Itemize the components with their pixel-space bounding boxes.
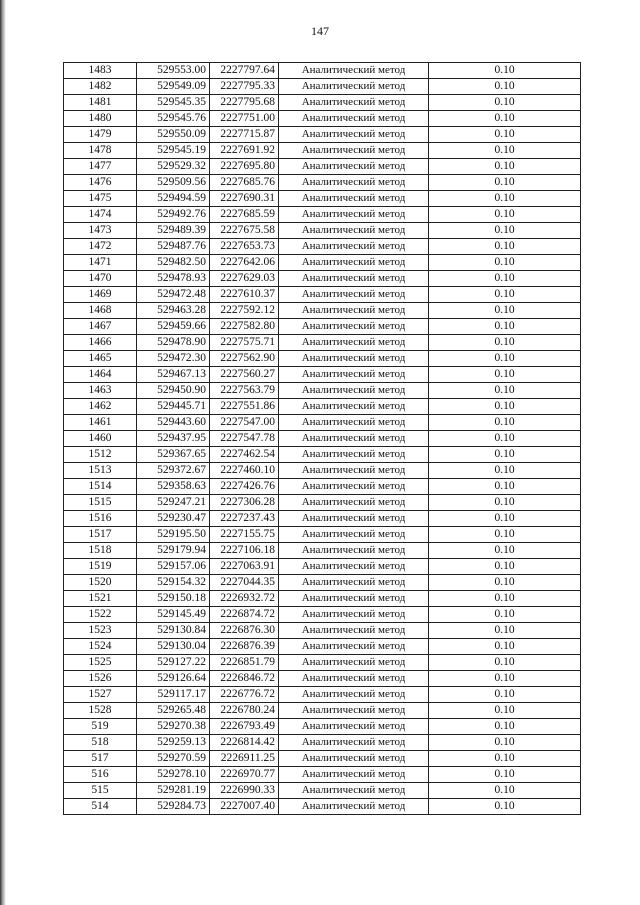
table-row [64,79,581,95]
error-cell: 0.10 [429,559,581,575]
y-coordinate-cell: 2227685.59 [210,207,279,223]
y-coordinate-cell: 2227547.78 [210,431,279,447]
x-coordinate-cell: 529545.19 [137,143,210,159]
table-row [64,767,581,783]
error-cell: 0.10 [429,175,581,191]
x-coordinate-cell: 529372.67 [137,463,210,479]
method-cell: Аналитический метод [279,575,429,591]
x-coordinate-cell: 529150.18 [137,591,210,607]
table-row [64,287,581,303]
table-row [64,223,581,239]
x-coordinate-cell: 529463.28 [137,303,210,319]
y-coordinate-cell: 2227551.86 [210,399,279,415]
method-cell: Аналитический метод [279,479,429,495]
x-coordinate-cell: 529487.76 [137,239,210,255]
point-number-cell: 515 [64,783,137,799]
x-coordinate-cell: 529281.19 [137,783,210,799]
y-coordinate-cell: 2227795.33 [210,79,279,95]
y-coordinate-cell: 2226793.49 [210,719,279,735]
point-number-cell: 1468 [64,303,137,319]
point-number-cell: 518 [64,735,137,751]
error-cell: 0.10 [429,319,581,335]
x-coordinate-cell: 529545.76 [137,111,210,127]
x-coordinate-cell: 529553.00 [137,63,210,79]
error-cell: 0.10 [429,63,581,79]
error-cell: 0.10 [429,207,581,223]
method-cell: Аналитический метод [279,271,429,287]
method-cell: Аналитический метод [279,783,429,799]
error-cell: 0.10 [429,607,581,623]
error-cell: 0.10 [429,687,581,703]
error-cell: 0.10 [429,655,581,671]
table-row [64,799,581,815]
error-cell: 0.10 [429,543,581,559]
x-coordinate-cell: 529367.65 [137,447,210,463]
error-cell: 0.10 [429,799,581,815]
error-cell: 0.10 [429,575,581,591]
error-cell: 0.10 [429,79,581,95]
point-number-cell: 1473 [64,223,137,239]
method-cell: Аналитический метод [279,175,429,191]
error-cell: 0.10 [429,127,581,143]
error-cell: 0.10 [429,351,581,367]
point-number-cell: 1524 [64,639,137,655]
method-cell: Аналитический метод [279,351,429,367]
table-row [64,143,581,159]
table-row [64,543,581,559]
method-cell: Аналитический метод [279,687,429,703]
table-row [64,591,581,607]
method-cell: Аналитический метод [279,335,429,351]
error-cell: 0.10 [429,623,581,639]
x-coordinate-cell: 529545.35 [137,95,210,111]
y-coordinate-cell: 2226776.72 [210,687,279,703]
point-number-cell: 1483 [64,63,137,79]
scan-edge [0,0,6,905]
point-number-cell: 1465 [64,351,137,367]
table-row [64,255,581,271]
y-coordinate-cell: 2227306.28 [210,495,279,511]
point-number-cell: 1518 [64,543,137,559]
method-cell: Аналитический метод [279,591,429,607]
point-number-cell: 1522 [64,607,137,623]
page-number: 147 [311,24,329,38]
x-coordinate-cell: 529284.73 [137,799,210,815]
method-cell: Аналитический метод [279,63,429,79]
error-cell: 0.10 [429,255,581,271]
y-coordinate-cell: 2226990.33 [210,783,279,799]
method-cell: Аналитический метод [279,287,429,303]
x-coordinate-cell: 529195.50 [137,527,210,543]
y-coordinate-cell: 2227560.27 [210,367,279,383]
method-cell: Аналитический метод [279,495,429,511]
x-coordinate-cell: 529358.63 [137,479,210,495]
table-row [64,303,581,319]
x-coordinate-cell: 529247.21 [137,495,210,511]
table-row [64,351,581,367]
error-cell: 0.10 [429,271,581,287]
y-coordinate-cell: 2227653.73 [210,239,279,255]
error-cell: 0.10 [429,767,581,783]
x-coordinate-cell: 529117.17 [137,687,210,703]
method-cell: Аналитический метод [279,527,429,543]
table-row [64,111,581,127]
method-cell: Аналитический метод [279,431,429,447]
table-row [64,575,581,591]
y-coordinate-cell: 2227610.37 [210,287,279,303]
method-cell: Аналитический метод [279,303,429,319]
x-coordinate-cell: 529154.32 [137,575,210,591]
y-coordinate-cell: 2227695.80 [210,159,279,175]
y-coordinate-cell: 2227642.06 [210,255,279,271]
point-number-cell: 1520 [64,575,137,591]
point-number-cell: 1461 [64,415,137,431]
x-coordinate-cell: 529270.59 [137,751,210,767]
y-coordinate-cell: 2227675.58 [210,223,279,239]
point-number-cell: 1482 [64,79,137,95]
y-coordinate-cell: 2227592.12 [210,303,279,319]
x-coordinate-cell: 529450.90 [137,383,210,399]
table-row [64,719,581,735]
x-coordinate-cell: 529478.93 [137,271,210,287]
y-coordinate-cell: 2227715.87 [210,127,279,143]
error-cell: 0.10 [429,111,581,127]
x-coordinate-cell: 529482.50 [137,255,210,271]
method-cell: Аналитический метод [279,639,429,655]
point-number-cell: 1516 [64,511,137,527]
error-cell: 0.10 [429,495,581,511]
method-cell: Аналитический метод [279,223,429,239]
table-row [64,495,581,511]
point-number-cell: 1477 [64,159,137,175]
error-cell: 0.10 [429,511,581,527]
table-row [64,95,581,111]
point-number-cell: 1466 [64,335,137,351]
error-cell: 0.10 [429,671,581,687]
x-coordinate-cell: 529549.09 [137,79,210,95]
x-coordinate-cell: 529145.49 [137,607,210,623]
y-coordinate-cell: 2227460.10 [210,463,279,479]
x-coordinate-cell: 529126.64 [137,671,210,687]
y-coordinate-cell: 2227462.54 [210,447,279,463]
y-coordinate-cell: 2227155.75 [210,527,279,543]
x-coordinate-cell: 529157.06 [137,559,210,575]
error-cell: 0.10 [429,191,581,207]
error-cell: 0.10 [429,479,581,495]
error-cell: 0.10 [429,751,581,767]
error-cell: 0.10 [429,703,581,719]
x-coordinate-cell: 529270.38 [137,719,210,735]
table-row [64,479,581,495]
x-coordinate-cell: 529529.32 [137,159,210,175]
method-cell: Аналитический метод [279,751,429,767]
y-coordinate-cell: 2227795.68 [210,95,279,111]
method-cell: Аналитический метод [279,703,429,719]
table-row [64,319,581,335]
point-number-cell: 1469 [64,287,137,303]
point-number-cell: 517 [64,751,137,767]
point-number-cell: 1523 [64,623,137,639]
point-number-cell: 1471 [64,255,137,271]
point-number-cell: 514 [64,799,137,815]
point-number-cell: 1460 [64,431,137,447]
method-cell: Аналитический метод [279,159,429,175]
method-cell: Аналитический метод [279,767,429,783]
error-cell: 0.10 [429,143,581,159]
x-coordinate-cell: 529472.48 [137,287,210,303]
x-coordinate-cell: 529478.90 [137,335,210,351]
x-coordinate-cell: 529259.13 [137,735,210,751]
x-coordinate-cell: 529494.59 [137,191,210,207]
table-row [64,415,581,431]
x-coordinate-cell: 529127.22 [137,655,210,671]
table-row [64,783,581,799]
point-number-cell: 1519 [64,559,137,575]
y-coordinate-cell: 2227685.76 [210,175,279,191]
error-cell: 0.10 [429,303,581,319]
error-cell: 0.10 [429,783,581,799]
y-coordinate-cell: 2227044.35 [210,575,279,591]
point-number-cell: 1462 [64,399,137,415]
method-cell: Аналитический метод [279,399,429,415]
error-cell: 0.10 [429,223,581,239]
point-number-cell: 1478 [64,143,137,159]
point-number-cell: 1480 [64,111,137,127]
point-number-cell: 1514 [64,479,137,495]
table-row [64,239,581,255]
point-number-cell: 1475 [64,191,137,207]
point-number-cell: 1481 [64,95,137,111]
method-cell: Аналитический метод [279,127,429,143]
y-coordinate-cell: 2226911.25 [210,751,279,767]
error-cell: 0.10 [429,447,581,463]
y-coordinate-cell: 2226814.42 [210,735,279,751]
method-cell: Аналитический метод [279,111,429,127]
x-coordinate-cell: 529443.60 [137,415,210,431]
method-cell: Аналитический метод [279,239,429,255]
y-coordinate-cell: 2227007.40 [210,799,279,815]
table-row [64,511,581,527]
method-cell: Аналитический метод [279,719,429,735]
y-coordinate-cell: 2226846.72 [210,671,279,687]
x-coordinate-cell: 529130.04 [137,639,210,655]
table-row [64,623,581,639]
error-cell: 0.10 [429,287,581,303]
method-cell: Аналитический метод [279,447,429,463]
method-cell: Аналитический метод [279,559,429,575]
y-coordinate-cell: 2227547.00 [210,415,279,431]
error-cell: 0.10 [429,527,581,543]
y-coordinate-cell: 2226932.72 [210,591,279,607]
y-coordinate-cell: 2227690.31 [210,191,279,207]
table-row [64,431,581,447]
table-row [64,175,581,191]
point-number-cell: 516 [64,767,137,783]
point-number-cell: 1517 [64,527,137,543]
method-cell: Аналитический метод [279,607,429,623]
method-cell: Аналитический метод [279,799,429,815]
method-cell: Аналитический метод [279,79,429,95]
x-coordinate-cell: 529265.48 [137,703,210,719]
method-cell: Аналитический метод [279,191,429,207]
table-row [64,671,581,687]
x-coordinate-cell: 529459.66 [137,319,210,335]
error-cell: 0.10 [429,639,581,655]
x-coordinate-cell: 529489.39 [137,223,210,239]
point-number-cell: 1527 [64,687,137,703]
table-row [64,335,581,351]
x-coordinate-cell: 529509.56 [137,175,210,191]
table-row [64,63,581,79]
point-number-cell: 1467 [64,319,137,335]
method-cell: Аналитический метод [279,143,429,159]
table-row [64,367,581,383]
y-coordinate-cell: 2227237.43 [210,511,279,527]
table-row [64,207,581,223]
method-cell: Аналитический метод [279,463,429,479]
table-row [64,703,581,719]
method-cell: Аналитический метод [279,671,429,687]
method-cell: Аналитический метод [279,367,429,383]
coordinates-table-body [64,63,581,815]
y-coordinate-cell: 2227691.92 [210,143,279,159]
x-coordinate-cell: 529472.30 [137,351,210,367]
point-number-cell: 1525 [64,655,137,671]
y-coordinate-cell: 2226970.77 [210,767,279,783]
method-cell: Аналитический метод [279,207,429,223]
x-coordinate-cell: 529230.47 [137,511,210,527]
table-row [64,639,581,655]
table-row [64,447,581,463]
x-coordinate-cell: 529492.76 [137,207,210,223]
point-number-cell: 1515 [64,495,137,511]
error-cell: 0.10 [429,415,581,431]
y-coordinate-cell: 2226876.39 [210,639,279,655]
table-row [64,191,581,207]
error-cell: 0.10 [429,735,581,751]
table-row [64,463,581,479]
error-cell: 0.10 [429,399,581,415]
error-cell: 0.10 [429,431,581,447]
point-number-cell: 1470 [64,271,137,287]
point-number-cell: 1479 [64,127,137,143]
error-cell: 0.10 [429,159,581,175]
point-number-cell: 519 [64,719,137,735]
point-number-cell: 1476 [64,175,137,191]
x-coordinate-cell: 529445.71 [137,399,210,415]
error-cell: 0.10 [429,383,581,399]
point-number-cell: 1464 [64,367,137,383]
y-coordinate-cell: 2227575.71 [210,335,279,351]
method-cell: Аналитический метод [279,319,429,335]
method-cell: Аналитический метод [279,735,429,751]
x-coordinate-cell: 529550.09 [137,127,210,143]
error-cell: 0.10 [429,335,581,351]
table-row [64,271,581,287]
y-coordinate-cell: 2227563.79 [210,383,279,399]
x-coordinate-cell: 529437.95 [137,431,210,447]
method-cell: Аналитический метод [279,511,429,527]
y-coordinate-cell: 2227106.18 [210,543,279,559]
y-coordinate-cell: 2227629.03 [210,271,279,287]
x-coordinate-cell: 529278.10 [137,767,210,783]
table-row [64,127,581,143]
table-row [64,527,581,543]
y-coordinate-cell: 2227582.80 [210,319,279,335]
error-cell: 0.10 [429,367,581,383]
x-coordinate-cell: 529467.13 [137,367,210,383]
y-coordinate-cell: 2227063.91 [210,559,279,575]
method-cell: Аналитический метод [279,655,429,671]
point-number-cell: 1528 [64,703,137,719]
method-cell: Аналитический метод [279,623,429,639]
method-cell: Аналитический метод [279,383,429,399]
table-row [64,751,581,767]
point-number-cell: 1513 [64,463,137,479]
error-cell: 0.10 [429,591,581,607]
y-coordinate-cell: 2227751.00 [210,111,279,127]
y-coordinate-cell: 2226876.30 [210,623,279,639]
error-cell: 0.10 [429,463,581,479]
point-number-cell: 1521 [64,591,137,607]
point-number-cell: 1512 [64,447,137,463]
coordinates-table [63,62,581,815]
table-row [64,687,581,703]
error-cell: 0.10 [429,239,581,255]
x-coordinate-cell: 529130.84 [137,623,210,639]
error-cell: 0.10 [429,719,581,735]
point-number-cell: 1474 [64,207,137,223]
method-cell: Аналитический метод [279,543,429,559]
y-coordinate-cell: 2227562.90 [210,351,279,367]
error-cell: 0.10 [429,95,581,111]
y-coordinate-cell: 2227426.76 [210,479,279,495]
table-row [64,159,581,175]
y-coordinate-cell: 2226874.72 [210,607,279,623]
point-number-cell: 1526 [64,671,137,687]
table-row [64,383,581,399]
method-cell: Аналитический метод [279,95,429,111]
y-coordinate-cell: 2226780.24 [210,703,279,719]
table-row [64,607,581,623]
method-cell: Аналитический метод [279,415,429,431]
x-coordinate-cell: 529179.94 [137,543,210,559]
table-row [64,735,581,751]
table-row [64,399,581,415]
table-row [64,559,581,575]
method-cell: Аналитический метод [279,255,429,271]
point-number-cell: 1463 [64,383,137,399]
y-coordinate-cell: 2227797.64 [210,63,279,79]
y-coordinate-cell: 2226851.79 [210,655,279,671]
point-number-cell: 1472 [64,239,137,255]
table-row [64,655,581,671]
